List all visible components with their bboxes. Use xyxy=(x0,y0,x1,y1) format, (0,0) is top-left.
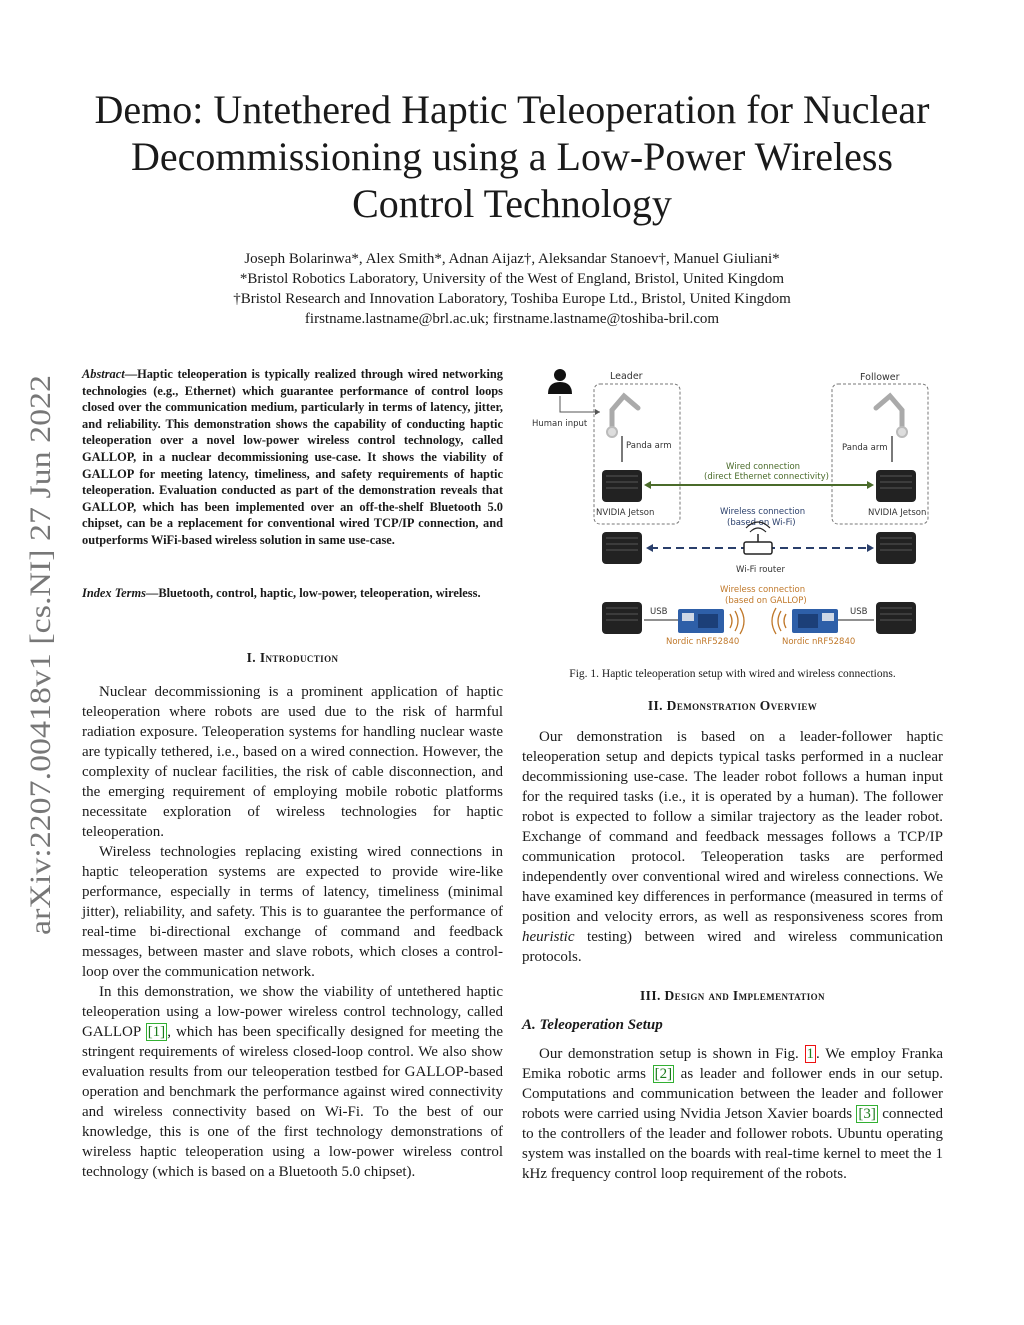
author-block xyxy=(70,249,954,329)
intro-paragraph-3 xyxy=(82,982,503,1182)
overview-text-emphasis: heuristic xyxy=(522,929,575,945)
section-heading-demonstration-overview: II. Demonstration Overview xyxy=(647,698,818,713)
jetson-left-label: NVIDIA Jetson xyxy=(596,508,655,518)
leader-label: Leader xyxy=(610,371,643,382)
jetson-left-icon xyxy=(602,470,642,502)
nordic-board-right-icon xyxy=(792,609,838,633)
jetson-wifi-left-icon xyxy=(602,532,642,564)
setup-text-a: Our demonstration setup is shown in Fig. xyxy=(539,1046,805,1062)
intro-paragraph-1: Nuclear decommissioning is a prominent application of haptic teleoperation where robots are used due to the risk of harmful radiation exposure. Teleoperation systems for handling nuclear waste are typically tethered, i.e., based on a wired connection. However, the complexity of nuclear facilities, the risk of cable disconnection, and the emerging requirement of employing mobile robotic platforms necessitate exploration of wireless technologies for haptic teleoperation. xyxy=(82,684,503,840)
index-terms-text: —Bluetooth, control, haptic, low-power, teleoperation, wireless. xyxy=(145,586,481,600)
human-icon xyxy=(548,369,572,394)
citation-link-1[interactable]: [1] xyxy=(147,1024,166,1040)
jetson-gallop-right-icon xyxy=(876,602,916,634)
wired-connection-label: Wired connection xyxy=(726,462,801,472)
gallop-signal-right-icon xyxy=(772,608,786,634)
intro-paragraph-2: Wireless technologies replacing existing wired connections in haptic teleoperation systems are expected to provide wire-like performance, especially in terms of latency, timeliness (minimal jitter), reliability, and safety. This is to guarantee the performance of real-time bi-directional exchange of command and feedback messages, between master and slave robots, which closes a control-loop over the communication network. xyxy=(82,844,503,980)
affiliation-1: *Bristol Robotics Laboratory, University of the West of England, Bristol, United Kingdom xyxy=(239,271,785,287)
abstract-label: Abstract xyxy=(82,367,125,381)
usb-left-label: USB xyxy=(650,607,668,617)
overview-text-a: Our demonstration is based on a leader-follower haptic teleoperation setup and depicts typical tasks performed in a nuclear decommissioning use-case. The leader robot follows a human input for the required tasks (i.e., it is operated by a human). The follower robot is expected to follow a similar trajectory as the leader robot. Exchange of command and feedback messages follows a TCP/IP communication protocol. Teleoperation tasks are performed independently over conventional wired and wireless connections. We have examined key differences in performance (measured in terms of position and velocity errors, as well as responsiveness scores from xyxy=(522,729,943,925)
setup-text-c: as leader and follower ends in our setup. Computations and communication between the leader and follower robots were carried using Nvidia Jetson Xavier boards xyxy=(522,1066,943,1122)
jetson-right-icon xyxy=(876,470,916,502)
overview-text-b: testing) between wired and wireless communication protocols. xyxy=(522,929,943,965)
arxiv-identifier-text: arXiv:2207.00418v1 [cs.NI] 27 Jun 2022 xyxy=(24,440,57,935)
human-input-label: Human input xyxy=(532,419,588,429)
wifi-connection-sublabel: (based on Wi-Fi) xyxy=(727,518,796,528)
gallop-connection-sublabel: (based on GALLOP) xyxy=(725,596,807,606)
citation-link-2[interactable]: [2] xyxy=(654,1066,673,1082)
index-terms xyxy=(82,585,503,602)
figure-1-caption: Fig. 1. Haptic teleoperation setup with wired and wireless connections. xyxy=(569,668,896,680)
setup-paragraph-1 xyxy=(522,1044,943,1184)
jetson-right-label: NVIDIA Jetson xyxy=(868,508,927,518)
abstract-text: —Haptic teleoperation is typically realized through wired networking technologies (e.g., Ethernet) which guarantee performance of control loops closed over the communication medium, particularly in terms of latency, jitter, and reliability. This demonstration shows the capability of conducting haptic teleoperation over a novel low-power wireless control technology, called GALLOP, in a nuclear decommissioning use-case. It shows the viability of GALLOP for meeting latency, timeliness, and safety requirements of haptic teleoperation. Evaluation conducted as part of the demonstration reveals that GALLOP, which has been implemented over an off-the-shelf Bluetooth 5.0 chipset, can be a replacement for conventional wired TCP/IP connection, and outperforms WiFi-based wireless solution in same use-case. xyxy=(82,367,503,547)
abstract xyxy=(82,366,503,549)
title-line-1: Demo: Untethered Haptic Teleoperation for Nuclear xyxy=(94,87,930,132)
section-heading-design-implementation: III. Design and Implementation xyxy=(640,988,825,1003)
setup-text-b: . We employ Franka Emika robotic arms xyxy=(522,1046,943,1082)
setup-text-d: connected to the controllers of the leader and follower robots. Ubuntu operating system was installed on the boards with real-time kernel to meet the 1 kHz frequency control loop requirement of the robots. xyxy=(522,1106,943,1182)
introduction-body xyxy=(82,682,503,1182)
subsection-heading-teleoperation-setup: A. Teleoperation Setup xyxy=(522,1017,663,1033)
arxiv-identifier xyxy=(14,372,60,938)
affiliation-2: †Bristol Research and Innovation Laboratory, Toshiba Europe Ltd., Bristol, United Kingdom xyxy=(233,291,791,307)
nordic-board-left-icon xyxy=(678,609,724,633)
index-terms-label: Index Terms xyxy=(82,586,146,600)
author-emails: firstname.lastname@brl.ac.uk; firstname.lastname@toshiba-bril.com xyxy=(304,311,720,327)
wired-connection-sublabel: (direct Ethernet connectivity) xyxy=(704,472,829,482)
gallop-connection-label: Wireless connection xyxy=(720,585,806,595)
usb-right-label: USB xyxy=(850,607,868,617)
title-line-2: Decommissioning using a Low-Power Wireless xyxy=(131,134,893,179)
title-line-3: Control Technology xyxy=(352,181,672,226)
nordic-left-label: Nordic nRF52840 xyxy=(666,637,740,647)
wifi-router-label: Wi-Fi router xyxy=(736,565,785,575)
overview-body xyxy=(522,727,943,967)
nordic-right-label: Nordic nRF52840 xyxy=(782,637,856,647)
wifi-connection-label: Wireless connection xyxy=(720,507,806,517)
gallop-signal-left-icon xyxy=(730,608,744,634)
setup-body xyxy=(522,1044,943,1184)
section-heading-introduction: I. Introduction xyxy=(246,650,339,665)
author-names: Joseph Bolarinwa*, Alex Smith*, Adnan Aijaz†, Aleksandar Stanoev†, Manuel Giuliani* xyxy=(244,251,780,267)
citation-link-3[interactable]: [3] xyxy=(858,1106,876,1122)
paper-title xyxy=(70,86,954,227)
figure-ref-link[interactable]: 1 xyxy=(806,1046,815,1062)
leader-robot-arm-icon xyxy=(607,396,638,437)
panda-arm-right-label: Panda arm xyxy=(842,443,888,453)
panda-arm-left-label: Panda arm xyxy=(626,441,672,451)
intro-p3-text-b: , which has been specifically designed for meeting the stringent requirements of wireless closed-loop control. We also show evaluation results from our teleoperation testbed for GALLOP-based operation and benchmark the performance against wired connectivity and wireless connectivity based on Wi-Fi. To the best of our knowledge, this is one of the first technology demonstrations of wireless haptic teleoperation using a low-power wireless control technology (which is based on a Bluetooth 5.0 chipset). xyxy=(82,1024,504,1180)
figure-1-diagram xyxy=(530,364,942,654)
follower-label: Follower xyxy=(860,372,900,383)
follower-robot-arm-icon xyxy=(876,396,907,437)
intro-p3-text-a: In this demonstration, we show the viability of untethered haptic teleoperation using a low-power wireless control technology, called GALLOP xyxy=(82,984,503,1040)
jetson-gallop-left-icon xyxy=(602,602,642,634)
jetson-wifi-right-icon xyxy=(876,532,916,564)
overview-paragraph-1 xyxy=(522,727,943,967)
